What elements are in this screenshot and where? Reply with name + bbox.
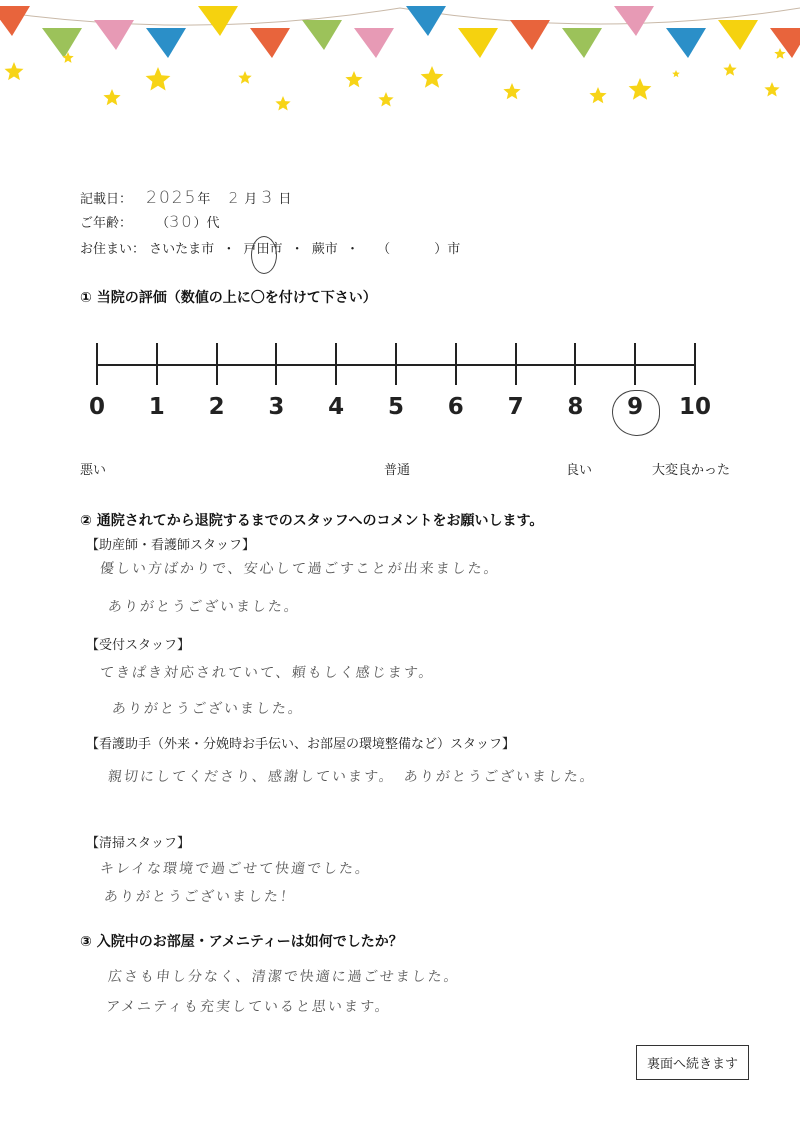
- anchor-very-good: 大変良かった: [652, 463, 731, 478]
- star-icon: [764, 82, 779, 97]
- star-icon: [103, 89, 120, 105]
- scale-tick: [275, 343, 277, 385]
- star-icon: [238, 71, 251, 84]
- section2-title: ② 通院されてから退院するまでのスタッフへのコメントをお願いします。: [80, 513, 544, 529]
- separator: ・: [290, 242, 304, 257]
- age-field: [80, 212, 220, 231]
- group-heading-nurse: 【助産師・看護師スタッフ】: [86, 538, 256, 553]
- date-label: 記載日：: [80, 192, 133, 207]
- continue-on-back-box: 裏面へ続きます: [636, 1045, 749, 1080]
- anchor-normal: 普通: [384, 463, 411, 478]
- scale-number-3[interactable]: 3: [268, 394, 285, 420]
- age-value: 30: [169, 212, 194, 231]
- scale-tick: [216, 343, 218, 385]
- date-year: 2025: [146, 188, 198, 208]
- bunting-flag: [354, 28, 394, 58]
- scale-tick: [455, 343, 457, 385]
- scale-tick: [574, 343, 576, 385]
- anchor-bad: 悪い: [80, 463, 107, 478]
- age-open: （: [156, 216, 170, 231]
- month-unit: 月: [244, 192, 258, 207]
- scale-tick: [694, 343, 696, 385]
- scale-tick: [96, 343, 98, 385]
- scale-tick: [634, 343, 636, 385]
- bunting-flag: [94, 20, 134, 50]
- room-comment-line2: アメニティも充実していると思います。: [105, 999, 392, 1015]
- bunting-flag: [146, 28, 186, 58]
- rating-selection-circle: [612, 390, 660, 436]
- scale-tick: [515, 343, 517, 385]
- separator: ・: [222, 242, 236, 257]
- bunting-flag: [614, 6, 654, 36]
- bunting-flag: [666, 28, 706, 58]
- group-heading-assistant: 【看護助手（外来・分娩時お手伝い、お部屋の環境整備など）スタッフ】: [86, 737, 516, 752]
- bunting-flag: [42, 28, 82, 58]
- star-icon: [378, 92, 393, 107]
- day-unit: 日: [278, 192, 292, 207]
- comment-reception-line1: てきぱき対応されていて、頼もしく感じます。: [99, 665, 436, 681]
- comment-cleaning-line1: キレイな環境で過ごせて快適でした。: [99, 861, 372, 877]
- star-icon: [146, 67, 171, 91]
- separator: ・: [345, 242, 359, 257]
- bunting-flag: [0, 6, 30, 36]
- bunting-flag: [510, 20, 550, 50]
- bunting-flag: [250, 28, 290, 58]
- residence-option-toda: 戸田市: [243, 242, 282, 257]
- comment-cleaning-line2: ありがとうございました！: [103, 889, 297, 905]
- scale-number-0[interactable]: 0: [88, 394, 105, 420]
- scale-number-10[interactable]: 10: [678, 394, 711, 420]
- bunting-flag: [718, 20, 758, 50]
- star-icon: [774, 48, 785, 59]
- comment-nurse-line2: ありがとうございました。: [107, 599, 301, 615]
- age-close: ）代: [193, 216, 220, 231]
- scale-tick: [156, 343, 158, 385]
- year-unit: 年: [197, 192, 211, 207]
- comment-nurse-line1: 優しい方ばかりで、安心して過ごすことが出来ました。: [99, 561, 501, 577]
- scale-number-2[interactable]: 2: [208, 394, 225, 420]
- bunting-flag: [198, 6, 238, 36]
- scale-number-8[interactable]: 8: [567, 394, 584, 420]
- scale-number-4[interactable]: 4: [328, 394, 345, 420]
- comment-assistant-line1: 親切にしてくださり、感謝しています。 ありがとうございました。: [107, 769, 597, 785]
- scale-tick: [335, 343, 337, 385]
- anchor-good: 良い: [566, 463, 593, 478]
- scale-number-6[interactable]: 6: [447, 394, 464, 420]
- star-icon: [345, 71, 362, 87]
- residence-field: [80, 238, 460, 257]
- scale-number-7[interactable]: 7: [507, 394, 524, 420]
- bunting-decoration: [0, 0, 800, 120]
- scale-number-9[interactable]: 9: [627, 394, 644, 420]
- bunting-flag: [302, 20, 342, 50]
- selection-circle: [251, 236, 277, 274]
- star-icon: [672, 70, 680, 77]
- scale-number-5[interactable]: 5: [387, 394, 404, 420]
- residence-option-saitama: さいたま市: [149, 242, 215, 257]
- star-icon: [589, 87, 606, 103]
- star-icon: [629, 78, 652, 100]
- section3-title: ③ 入院中のお部屋・アメニティーは如何でしたか？: [80, 934, 403, 950]
- date-month: 2: [228, 189, 241, 207]
- bunting-flag: [770, 28, 800, 58]
- other-close: ）市: [434, 242, 461, 257]
- comment-reception-line2: ありがとうございました。: [111, 701, 305, 717]
- group-heading-cleaning: 【清掃スタッフ】: [86, 836, 191, 851]
- room-comment-line1: 広さも申し分なく、清潔で快適に過ごせました。: [107, 969, 461, 985]
- date-day: 3: [261, 188, 275, 208]
- star-icon: [275, 96, 290, 111]
- scale-tick: [395, 343, 397, 385]
- date-field: [80, 188, 291, 208]
- bunting-flag: [562, 28, 602, 58]
- scale-number-1[interactable]: 1: [148, 394, 165, 420]
- group-heading-reception: 【受付スタッフ】: [86, 638, 191, 653]
- star-icon: [503, 83, 520, 99]
- bunting-flag: [458, 28, 498, 58]
- bunting-flag: [406, 6, 446, 36]
- star-icon: [421, 66, 444, 88]
- star-icon: [5, 62, 24, 80]
- star-icon: [723, 63, 736, 76]
- residence-label: お住まい：: [80, 242, 146, 257]
- age-label: ご年齢：: [80, 216, 133, 231]
- residence-option-warabi: 蕨市: [311, 242, 338, 257]
- other-open: （: [377, 242, 391, 257]
- section1-title: ① 当院の評価（数値の上に〇を付けて下さい）: [80, 290, 377, 306]
